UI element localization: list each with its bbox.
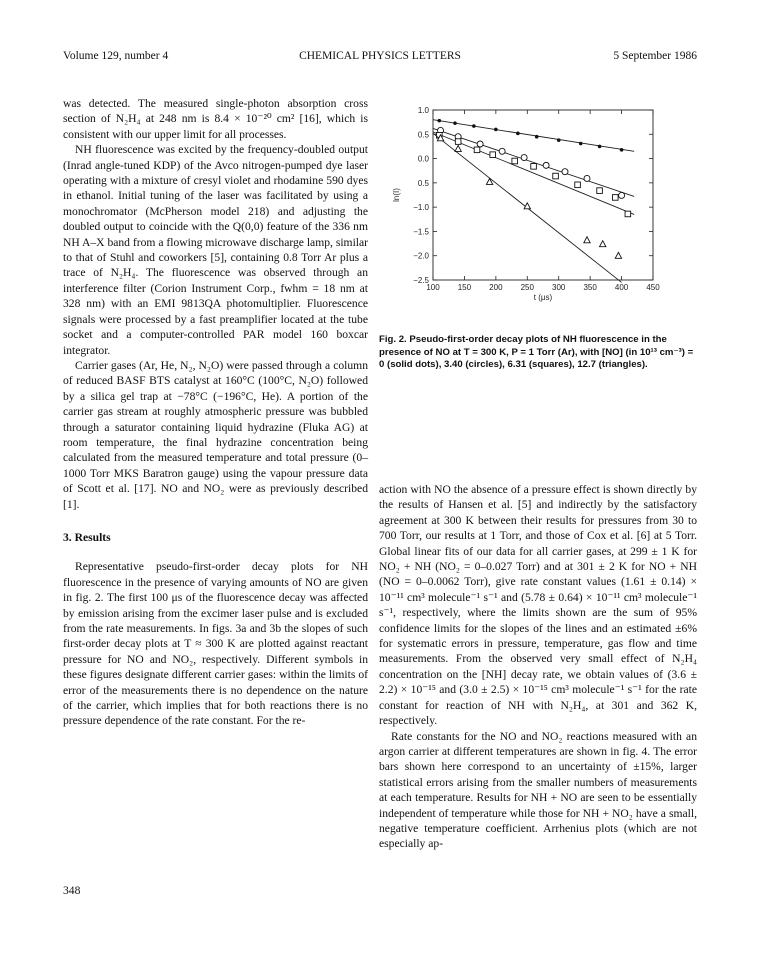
data-point <box>562 169 568 175</box>
fit-line <box>433 132 634 215</box>
x-tick-label: 100 <box>426 283 440 292</box>
data-point <box>543 162 549 168</box>
data-point <box>455 145 461 151</box>
data-point <box>499 148 505 154</box>
data-point <box>597 188 603 194</box>
x-tick-label: 250 <box>520 283 534 292</box>
data-point <box>474 147 480 153</box>
data-point <box>477 141 483 147</box>
data-point <box>531 164 537 170</box>
x-tick-label: 200 <box>489 283 503 292</box>
data-point <box>521 155 527 161</box>
y-tick-label: 0.0 <box>417 154 429 164</box>
data-point <box>619 192 625 198</box>
issue-date: 5 September 1986 <box>613 50 697 62</box>
figure-2 <box>385 100 695 325</box>
data-point <box>437 119 441 123</box>
right-column <box>379 482 697 852</box>
data-point <box>490 152 496 158</box>
data-point <box>612 195 618 201</box>
data-point <box>453 121 457 125</box>
data-point <box>472 124 476 128</box>
data-point <box>620 148 624 152</box>
paragraph: NH fluorescence was excited by the frequency-doubled output (Inrad angle-tuned KDP) of the Avco nitrogen-pumped dye laser operating with a mixture of cresyl violet and rhodamine 590 dyes in ethanol. Initial tuning of the laser was facilitated by using a monochromator (McPherson model 218) and adjusting the doubled output to coincide with the Q(0,0) feature of the 336 nm NH A–X band from a flowing microwave discharge lamp, similar to that of Stuhl and coworkers [5], containing 0.8 Torr Ar plus a trace of N₂H₄. The fluorescence was observed through an interference filter (Corion Instrument Corp., fwhm = 18 nm at 328 nm) with an EMI 9813QA photomultiplier. Fluorescence signals were processed by a fast preamplifier located at the tube socket and a computer-controlled PAR model 160 boxcar integrator. <box>63 143 369 357</box>
fit-line <box>433 120 634 152</box>
data-point <box>584 237 590 243</box>
paragraph: action with NO the absence of a pressure effect is shown directly by the results of Hansen et al. [5] and indirectly by the satisfactory agreement at 300 K between their results for pressures from 30 to 700 Torr, our results at 1 Torr, and those of Cox et al. [6] at 5 Torr. Global linear fits of our data for all carrier gases, at 299 ± 1 K for NO₂ + NH (NO₂ = 0–0.027 Torr) and at 301 ± 2 K for NO + NH (NO = 0–0.0062 Torr), give rate constant values (1.61 ± 0.14) × 10⁻¹¹ cm³ molecule⁻¹ s⁻¹ and (5.78 ± 0.64) × 10⁻¹¹ cm³ molecule⁻¹ s⁻¹, respectively, where the limits shown are the sum of 95% confidence limits for the slopes of the lines and an estimated ±6% for systematic errors in pressure, temperature, gas flow and time measurements. From the observed very small effect of N₂H₄ concentration on the [NH] decay rate, we obtain values of (3.6 ± 2.2) × 10⁻¹⁵ and (3.0 ± 2.5) × 10⁻¹⁵ cm³ molecule⁻¹ s⁻¹ for the rate constant for reaction of NH with N₂H₄, at 301 and 362 K, respectively. <box>379 483 697 728</box>
volume-label: Volume 129, number 4 <box>63 50 169 62</box>
y-tick-label: −1.5 <box>413 227 429 237</box>
y-tick-label: 1.0 <box>417 106 429 115</box>
paragraph: Rate constants for the NO and NO₂ reactions measured with an argon carrier at different temperatures are shown in fig. 4. The error bars shown here correspond to an uncertainty of ±15%, larger statistical errors arising from the smaller numbers of measurements at each temperature. Results for NH + NO are seen to be essentially independent of temperature while those for NH + NO₂ have a small, negative temperature coefficient. Arrhenius plots (which are not especially ap- <box>379 729 697 851</box>
paragraph: Representative pseudo-first-order decay plots for NH fluorescence in the presence of varying amounts of NO are given in fig. 2. The first 100 μs of the fluorescence decay was affected by emission arising from the excimer laser pulse and is excluded from the rate measurements. In figs. 3a and 3b the slopes of such first-order decay plots at T ≈ 300 K are plotted against reactant pressure for NO and NO₂, respectively. Different symbols in these figures designate different carrier gases: within the limits of error of the measurements there is no dependence on the nature of the carrier, which implies that for both reactions there is no pressure dependence of the rate constant. For the re- <box>63 560 368 728</box>
data-point <box>598 145 602 149</box>
figure-caption: Fig. 2. Pseudo-first-order decay plots of NH fluorescence in the presence of NO at T = 300 K, P = 1 Torr (Ar), with [NO] (in 10¹³ cm⁻³) = 0 (solid dots), 3.40 (circles), 6.31 (squares), 12.7 (triangles). <box>379 334 694 371</box>
data-point <box>584 175 590 181</box>
data-point <box>512 158 518 164</box>
section-heading: 3. Results <box>63 530 111 544</box>
x-tick-label: 400 <box>614 283 629 292</box>
fit-line <box>433 128 634 196</box>
data-point <box>494 128 498 132</box>
y-tick-label: 0.5 <box>417 178 429 188</box>
y-tick-label: −2.0 <box>413 251 429 261</box>
x-axis-label: t (μs) <box>533 293 553 302</box>
x-tick-label: 300 <box>552 283 566 292</box>
paragraph: Carrier gases (Ar, He, N₂, N₂O) were passed through a column of reduced BASF BTS catalyst at 160°C (100°C, N₂O) followed by a silica gel trap at −78°C (−196°C, He). A portion of the carrier gas stream at roughly atmospheric pressure was bubbled through a saturator containing liquid hydrazine (Fluka AG) at room temperature, the final hydrazine concentration being calculated from the measured temperature and total pressure (0–1000 Torr MKS Baratron gauge) using the vapour pressure data of Scott et al. [17]. NO and NO₂ were as previously described [1]. <box>63 358 368 511</box>
data-point <box>625 211 631 217</box>
data-point <box>455 139 461 145</box>
y-tick-label: −2.5 <box>413 276 429 285</box>
running-header <box>63 50 697 66</box>
data-point <box>615 252 621 258</box>
data-point <box>516 132 520 136</box>
x-tick-label: 350 <box>583 283 597 292</box>
decay-plot <box>385 100 695 325</box>
data-point <box>553 173 559 179</box>
y-axis-label: ln(I) <box>392 188 401 202</box>
x-tick-label: 450 <box>646 283 660 292</box>
paragraph: was detected. The measured single-photon absorption cross section of N₂H₄ at 248 nm is 8.4 × 10⁻²⁰ cm² [16], which is consistent with our upper limit for all processes. <box>63 97 368 141</box>
data-point <box>600 241 606 247</box>
left-column <box>63 96 368 729</box>
y-tick-label: 0.5 <box>417 130 429 140</box>
data-point <box>575 182 581 188</box>
x-tick-label: 150 <box>457 283 472 292</box>
journal-name: CHEMICAL PHYSICS LETTERS <box>299 50 461 62</box>
y-tick-label: −1.0 <box>413 203 429 213</box>
page-number: 348 <box>63 884 81 897</box>
data-point <box>535 135 539 139</box>
data-point <box>579 142 583 146</box>
data-point <box>557 138 561 142</box>
